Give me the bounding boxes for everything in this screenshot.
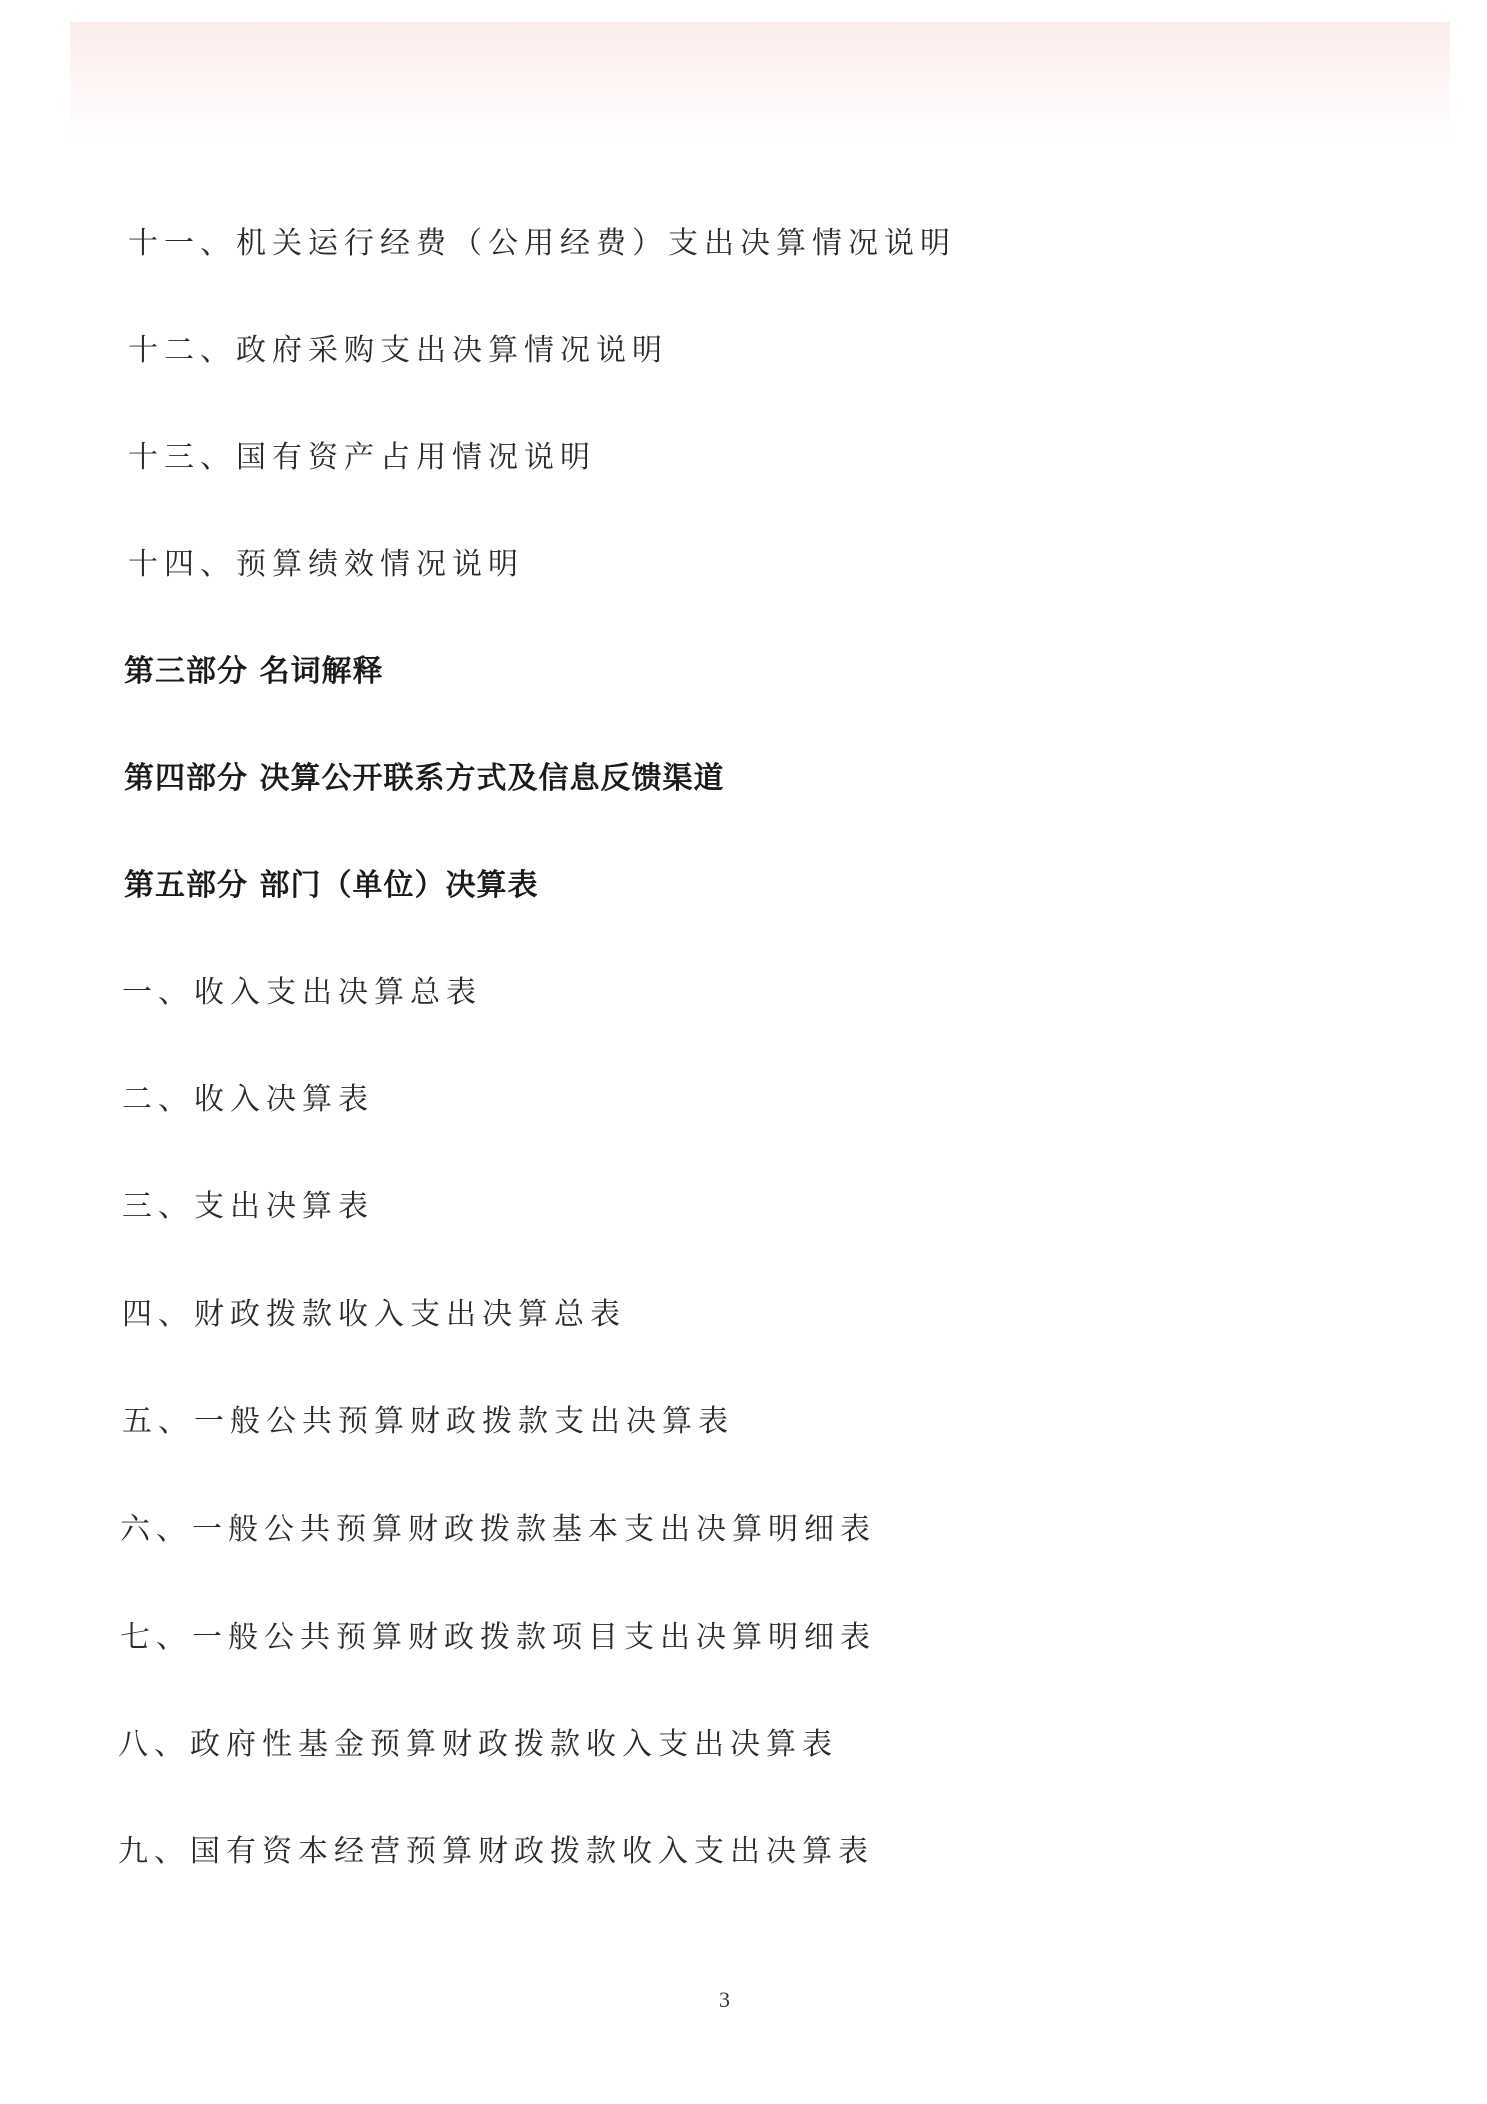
toc-item-14: 十四、预算绩效情况说明: [128, 547, 524, 582]
toc-item-13: 十三、国有资产占用情况说明: [128, 440, 596, 475]
table-item-9: 九、国有资本经营预算财政拨款收入支出决算表: [118, 1834, 874, 1869]
table-item-3: 三、支出决算表: [122, 1189, 374, 1224]
toc-item-12: 十二、政府采购支出决算情况说明: [128, 333, 668, 368]
scan-tint: [70, 22, 1450, 142]
section-part-4: 第四部分 决算公开联系方式及信息反馈渠道: [124, 761, 725, 796]
table-item-1: 一、收入支出决算总表: [122, 975, 482, 1010]
table-item-8: 八、政府性基金预算财政拨款收入支出决算表: [118, 1727, 838, 1762]
table-item-6: 六、一般公共预算财政拨款基本支出决算明细表: [120, 1512, 876, 1547]
table-item-4: 四、财政拨款收入支出决算总表: [122, 1297, 626, 1332]
page-number: 3: [719, 1987, 730, 2012]
section-part-5: 第五部分 部门（单位）决算表: [124, 868, 539, 903]
section-part-3: 第三部分 名词解释: [124, 654, 384, 689]
toc-item-11: 十一、机关运行经费（公用经费）支出决算情况说明: [128, 226, 956, 261]
table-item-5: 五、一般公共预算财政拨款支出决算表: [122, 1404, 734, 1439]
table-item-2: 二、收入决算表: [122, 1082, 374, 1117]
table-item-7: 七、一般公共预算财政拨款项目支出决算明细表: [120, 1620, 876, 1655]
